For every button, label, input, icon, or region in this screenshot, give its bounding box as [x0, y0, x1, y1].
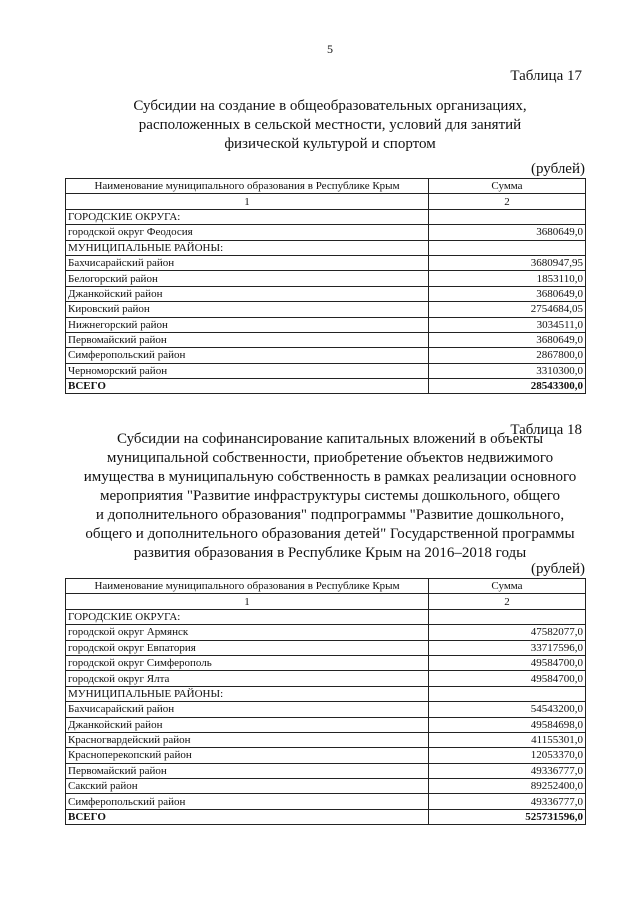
municipality-cell: МУНИЦИПАЛЬНЫЕ РАЙОНЫ: [66, 686, 429, 701]
table-row [66, 763, 586, 778]
table-17-label: Таблица 17 [510, 68, 582, 84]
header-row [66, 179, 586, 194]
municipality-cell: Черноморский район [66, 363, 429, 378]
municipality-cell: Белогорский район [66, 271, 429, 286]
amount-cell [429, 609, 586, 624]
municipality-cell: городской округ Ялта [66, 671, 429, 686]
amount-cell: 525731596,0 [429, 809, 586, 824]
amount-cell: 41155301,0 [429, 732, 586, 747]
amount-cell: 3680649,0 [429, 332, 586, 347]
table-row [66, 794, 586, 809]
amount-cell [429, 209, 586, 224]
header-row [66, 579, 586, 594]
amount-cell: 33717596,0 [429, 640, 586, 655]
amount-cell: 49336777,0 [429, 763, 586, 778]
table-row [66, 779, 586, 794]
municipality-cell: ГОРОДСКИЕ ОКРУГА: [66, 209, 429, 224]
table-row [66, 732, 586, 747]
title-line: Субсидии на создание в общеобразовательных организациях, [133, 98, 527, 114]
municipality-cell: Наименование муниципального образования в Республике Крым [66, 579, 429, 594]
table-row [66, 225, 586, 240]
municipality-cell: Симферопольский район [66, 348, 429, 363]
table-row [66, 702, 586, 717]
amount-cell: 3680649,0 [429, 225, 586, 240]
table-row [66, 655, 586, 670]
table-row [66, 240, 586, 255]
municipality-cell: Симферопольский район [66, 794, 429, 809]
amount-cell [429, 240, 586, 255]
total-row [66, 379, 586, 394]
table-row [66, 625, 586, 640]
table-18-unit: (рублей) [530, 561, 585, 577]
title-line: имущества в муниципальную собственность в рамках реализации основного [83, 469, 577, 485]
title-line: общего и дополнительного образования детей" Государственной программы [85, 526, 575, 542]
table-17 [65, 178, 586, 394]
amount-cell: 1853110,0 [429, 271, 586, 286]
amount-cell: 49584700,0 [429, 671, 586, 686]
column-number-row [66, 594, 586, 609]
table-row [66, 348, 586, 363]
amount-cell: 54543200,0 [429, 702, 586, 717]
municipality-cell: Джанкойский район [66, 717, 429, 732]
table-row [66, 286, 586, 301]
title-line: и дополнительного образования" подпрограммы "Развитие дошкольного, [95, 507, 565, 523]
table-row [66, 363, 586, 378]
table-row [66, 671, 586, 686]
table-row [66, 640, 586, 655]
amount-cell: 3310300,0 [429, 363, 586, 378]
amount-cell: 3680947,95 [429, 255, 586, 270]
municipality-cell: Нижнегорский район [66, 317, 429, 332]
table-row [66, 209, 586, 224]
municipality-cell: городской округ Евпатория [66, 640, 429, 655]
municipality-cell: ВСЕГО [66, 809, 429, 824]
municipality-cell: Первомайский район [66, 332, 429, 347]
page-number: 5 [327, 42, 333, 56]
municipality-cell: Бахчисарайский район [66, 255, 429, 270]
municipality-cell: городской округ Армянск [66, 625, 429, 640]
title-line: мероприятия "Развитие инфраструктуры системы дошкольного, общего [99, 488, 561, 504]
municipality-cell: городской округ Феодосия [66, 225, 429, 240]
table-18-title [60, 430, 600, 563]
municipality-cell: ВСЕГО [66, 379, 429, 394]
table-row [66, 609, 586, 624]
title-line: расположенных в сельской местности, условий для занятий [138, 117, 522, 133]
table-row [66, 271, 586, 286]
amount-cell: 3680649,0 [429, 286, 586, 301]
table-row [66, 317, 586, 332]
municipality-cell: Наименование муниципального образования в Республике Крым [66, 179, 429, 194]
municipality-cell: 1 [66, 594, 429, 609]
table-row [66, 302, 586, 317]
title-line: физической культурой и спортом [224, 136, 436, 152]
municipality-cell: Красногвардейский район [66, 732, 429, 747]
municipality-cell: Красноперекопский район [66, 748, 429, 763]
municipality-cell: МУНИЦИПАЛЬНЫЕ РАЙОНЫ: [66, 240, 429, 255]
amount-cell: 2 [429, 594, 586, 609]
municipality-cell: Первомайский район [66, 763, 429, 778]
amount-cell: 47582077,0 [429, 625, 586, 640]
amount-cell: 2754684,05 [429, 302, 586, 317]
amount-cell: 3034511,0 [429, 317, 586, 332]
municipality-cell: 1 [66, 194, 429, 209]
amount-cell: 89252400,0 [429, 779, 586, 794]
amount-cell: 2867800,0 [429, 348, 586, 363]
municipality-cell: Сакский район [66, 779, 429, 794]
amount-cell [429, 686, 586, 701]
title-line: муниципальной собственности, приобретение объектов недвижимого [106, 450, 554, 466]
municipality-cell: ГОРОДСКИЕ ОКРУГА: [66, 609, 429, 624]
table-row [66, 748, 586, 763]
table-18-label: Таблица 18 [510, 422, 582, 438]
amount-cell: 49584698,0 [429, 717, 586, 732]
municipality-cell: Бахчисарайский район [66, 702, 429, 717]
table-row [66, 255, 586, 270]
table-row [66, 717, 586, 732]
amount-cell: 12053370,0 [429, 748, 586, 763]
amount-cell: Сумма [429, 579, 586, 594]
table-row [66, 686, 586, 701]
amount-cell: 2 [429, 194, 586, 209]
table-row [66, 332, 586, 347]
amount-cell: 49584700,0 [429, 655, 586, 670]
municipality-cell: Джанкойский район [66, 286, 429, 301]
column-number-row [66, 194, 586, 209]
title-line: развития образования в Республике Крым на 2016–2018 годы [133, 545, 527, 561]
amount-cell: Сумма [429, 179, 586, 194]
table-17-unit: (рублей) [530, 161, 585, 177]
municipality-cell: городской округ Симферополь [66, 655, 429, 670]
municipality-cell: Кировский район [66, 302, 429, 317]
amount-cell: 49336777,0 [429, 794, 586, 809]
title-line: Субсидии на софинансирование капитальных вложений в объекты [116, 431, 544, 447]
amount-cell: 28543300,0 [429, 379, 586, 394]
table-17-title [60, 97, 600, 154]
table-18 [65, 578, 586, 825]
total-row [66, 809, 586, 824]
